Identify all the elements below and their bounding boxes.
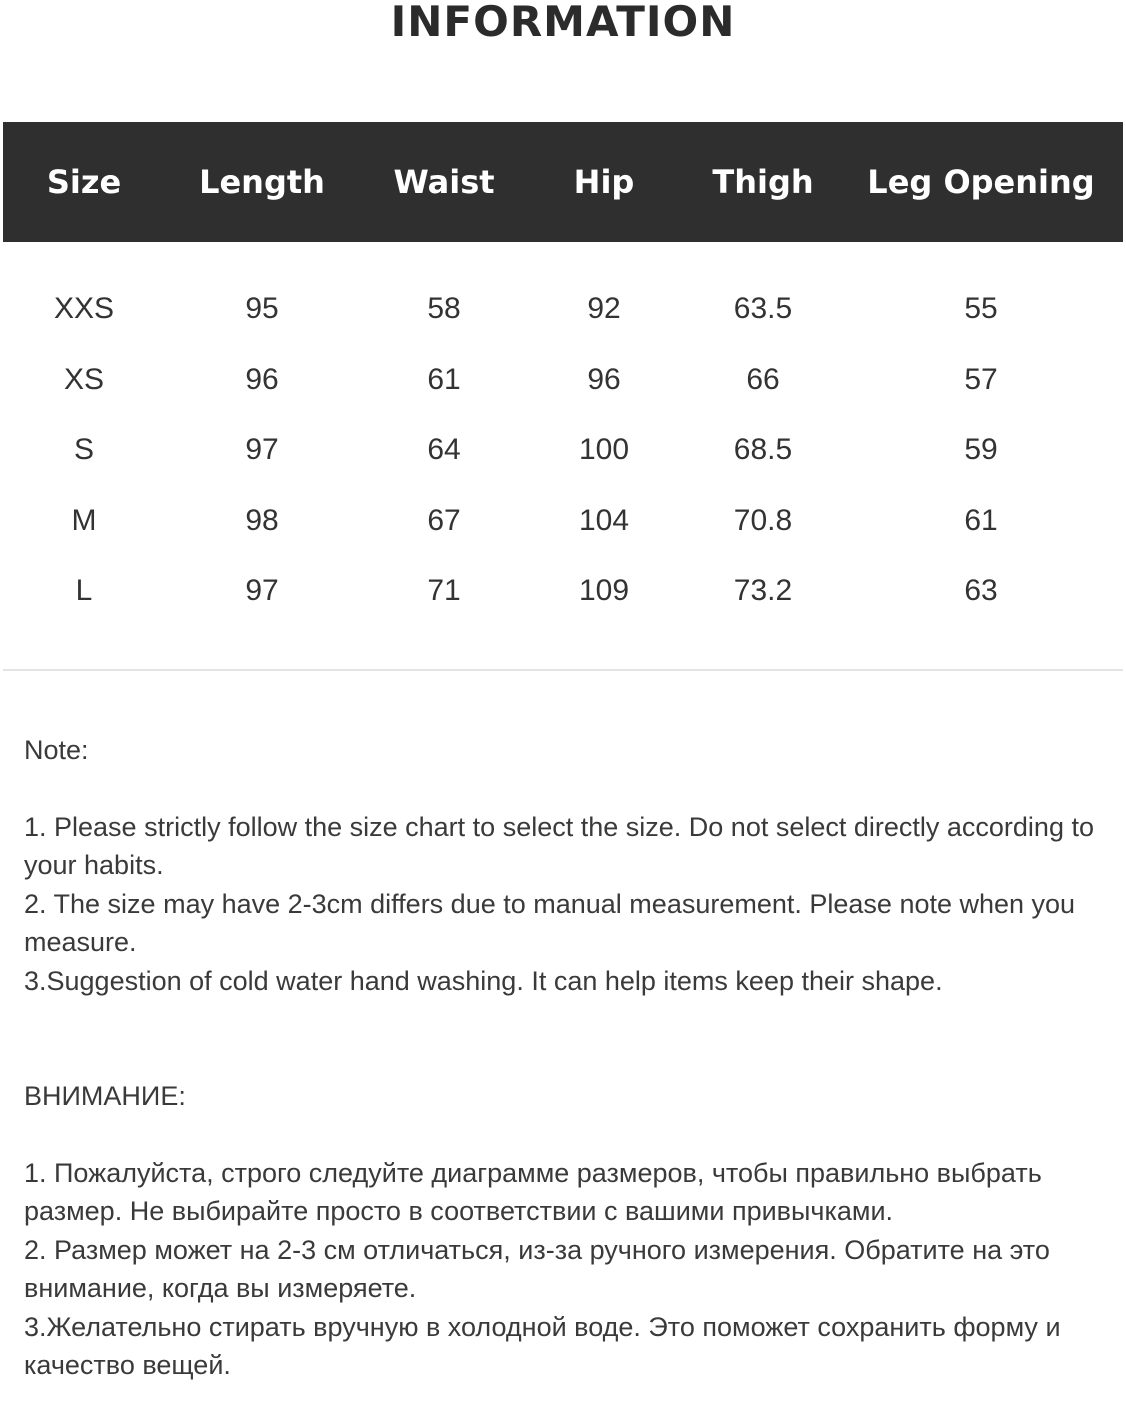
- note-item-ru-2: 2. Размер может на 2-3 см отличаться, из-за ручного измерения. Обратите на это внимание, когда вы измеряете.: [24, 1234, 1050, 1303]
- cell-leg-opening: 61: [964, 503, 998, 537]
- cell-thigh: 70.8: [733, 503, 793, 537]
- cell-length: 95: [245, 292, 279, 325]
- cell-length: 96: [245, 362, 279, 396]
- table-row: [3, 486, 1123, 557]
- note-item-en-2: 2. The size may have 2-3cm differs due to manual measurement. Please note when you measure.: [24, 888, 1076, 957]
- cell-thigh: 66: [746, 362, 780, 396]
- header-size: Size: [46, 163, 122, 201]
- header-hip: Hip: [573, 163, 635, 201]
- cell-hip: 96: [587, 362, 621, 396]
- header-leg-opening: Leg Opening: [867, 163, 1095, 201]
- cell-leg-opening: 55: [964, 292, 998, 325]
- cell-thigh: 68.5: [733, 433, 793, 466]
- notes-heading-en: Note:: [24, 735, 89, 765]
- header-thigh: Thigh: [712, 163, 814, 201]
- size-chart-table: [3, 122, 1123, 607]
- cell-leg-opening: 57: [964, 362, 998, 396]
- cell-length: 98: [245, 503, 279, 537]
- note-item-ru-3: 3.Желательно стирать вручную в холодной воде. Это поможет сохранить форму и качество вещей.: [24, 1311, 1061, 1380]
- cell-length: 97: [245, 433, 279, 466]
- cell-thigh: 63.5: [733, 292, 793, 325]
- cell-size: S: [73, 433, 95, 466]
- notes-heading-ru: ВНИМАНИЕ:: [24, 1081, 186, 1111]
- table-row: [3, 345, 1123, 416]
- cell-leg-opening: 63: [964, 574, 998, 607]
- cell-waist: 61: [427, 362, 461, 396]
- cell-size: XS: [63, 362, 105, 396]
- cell-size: L: [75, 574, 93, 607]
- cell-waist: 71: [427, 574, 461, 607]
- note-item-en-3: 3.Suggestion of cold water hand washing. It can help items keep their shape.: [24, 965, 943, 996]
- note-item-en-1: 1. Please strictly follow the size chart to select the size. Do not select directly according to your habits.: [24, 811, 1094, 880]
- cell-waist: 64: [427, 433, 461, 466]
- cell-leg-opening: 59: [964, 433, 998, 466]
- section-divider: [3, 669, 1123, 671]
- notes-section: [24, 731, 1114, 1385]
- cell-hip: 100: [578, 433, 630, 466]
- cell-length: 97: [245, 574, 279, 607]
- header-length: Length: [199, 163, 325, 201]
- page-title: INFORMATION: [390, 0, 736, 46]
- table-body: [3, 274, 1123, 627]
- notes-spacer: [24, 1000, 1114, 1077]
- cell-hip: 109: [578, 574, 630, 607]
- cell-waist: 58: [427, 292, 461, 325]
- cell-size: M: [71, 503, 97, 537]
- table-row: [3, 556, 1123, 627]
- header-waist: Waist: [393, 163, 495, 201]
- note-item-ru-1: 1. Пожалуйста, строго следуйте диаграмме размеров, чтобы правильно выбрать размер. Не выбирайте просто в соответствии с вашими привычками.: [24, 1157, 1042, 1226]
- cell-thigh: 73.2: [733, 574, 793, 607]
- table-row: [3, 415, 1123, 486]
- table-row: [3, 274, 1123, 345]
- cell-hip: 104: [578, 503, 630, 537]
- cell-size: XXS: [53, 292, 115, 325]
- cell-waist: 67: [427, 503, 461, 537]
- table-header: [3, 122, 1123, 242]
- cell-hip: 92: [587, 292, 621, 325]
